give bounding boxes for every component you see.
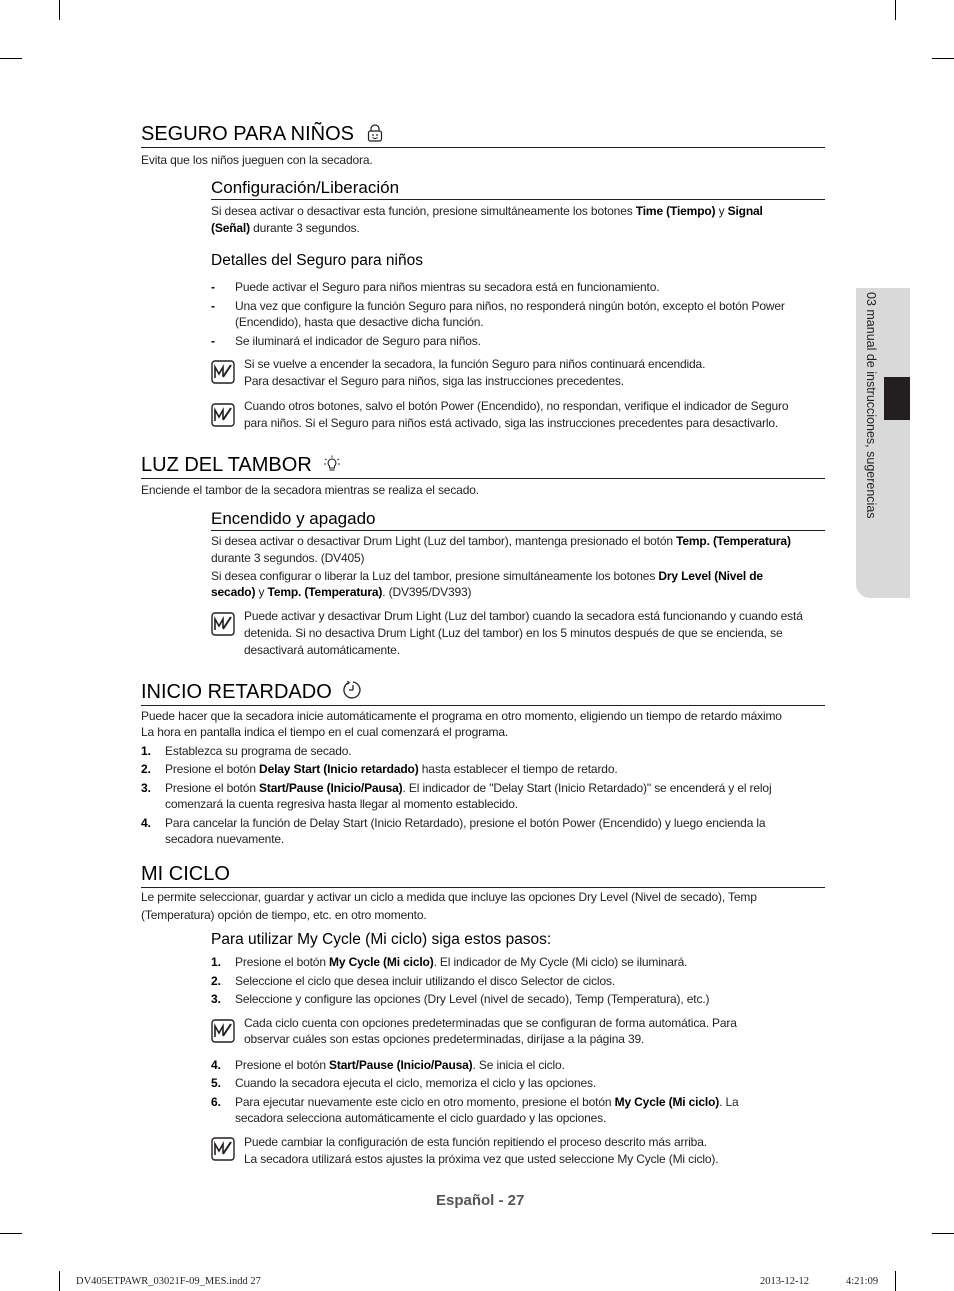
step-number: 5. — [211, 1076, 222, 1090]
step-text: Establezca su programa de secado. — [165, 744, 352, 758]
paragraph: (Señal) durante 3 segundos. — [211, 221, 360, 235]
page-number: Español - 27 — [436, 1192, 525, 1209]
bullet-dash: - — [211, 334, 215, 348]
note-icon — [211, 1019, 235, 1043]
step-number: 6. — [211, 1095, 222, 1109]
step-text: comenzará la cuenta regresiva hasta llegar al momento establecido. — [165, 797, 518, 811]
paragraph: durante 3 segundos. (DV405) — [211, 551, 365, 565]
delay-start-intro: Puede hacer que la secadora inicie automáticamente el programa en otro momento, eligiendo un tiempo de retardo máximo — [141, 709, 782, 723]
step-text: Para ejecutar nuevamente este ciclo en otro momento, presione el botón My Cycle (Mi ciclo). La — [235, 1095, 739, 1109]
note-text: Si se vuelve a encender la secadora, la función Seguro para niños continuará encendida. — [244, 357, 706, 371]
chapter-tab-label: 03 manual de instrucciones, sugerencias — [864, 292, 878, 519]
drum-light-intro: Enciende el tambor de la secadora mientras se realiza el secado. — [141, 483, 479, 497]
section-title-drum-light: LUZ DEL TAMBOR — [141, 453, 825, 479]
clock-icon — [343, 680, 363, 700]
paragraph: Si desea configurar o liberar la Luz del tambor, presione simultáneamente los botones Dry Level (Nivel de — [211, 569, 763, 583]
list-item: Una vez que configure la función Seguro para niños, no responderá ningún botón, excepto el botón Power — [235, 299, 785, 313]
list-item: Se iluminará el indicador de Seguro para niños. — [235, 334, 481, 348]
child-lock-icon — [366, 124, 384, 142]
step-text: secadora selecciona automáticamente el ciclo guardado y las opciones. — [235, 1111, 607, 1125]
delay-start-intro: La hora en pantalla indica el tiempo en el cual comenzará el programa. — [141, 725, 509, 739]
note-icon — [211, 612, 235, 636]
chapter-tab-marker — [884, 377, 910, 420]
note-text: Cada ciclo cuenta con opciones predeterminadas que se configuran de forma automática. Para — [244, 1016, 737, 1030]
note-text: La secadora utilizará estos ajustes la próxima vez que usted seleccione My Cycle (Mi ciclo). — [244, 1152, 719, 1166]
note-text: Puede cambiar la configuración de esta función repitiendo el proceso descrito más arriba. — [244, 1135, 707, 1149]
crop-mark — [0, 1233, 22, 1234]
step-text: Para cancelar la función de Delay Start (Inicio Retardado), presione el botón Power (Encendido) y luego encienda la — [165, 816, 766, 830]
paragraph: secado) y Temp. (Temperatura). (DV395/DV393) — [211, 585, 472, 599]
crop-mark — [59, 1271, 60, 1291]
note-text: Para desactivar el Seguro para niños, siga las instrucciones precedentes. — [244, 374, 624, 388]
crop-mark — [895, 1271, 896, 1291]
crop-mark — [59, 0, 60, 20]
bullet-dash: - — [211, 299, 215, 313]
note-text: para niños. Si el Seguro para niños está activado, siga las instrucciones precedentes para desactivarlo. — [244, 416, 779, 430]
crop-mark — [932, 1233, 954, 1234]
bullet-dash: - — [211, 280, 215, 294]
subsection-title: Para utilizar My Cycle (Mi ciclo) siga estos pasos: — [211, 931, 552, 948]
step-number: 1. — [141, 744, 152, 758]
print-slug-file: DV405ETPAWR_03021F-09_MES.indd 27 — [76, 1276, 261, 1287]
note-text: observar cuáles son estas opciones predeterminadas, diríjase a la página 39. — [244, 1032, 645, 1046]
print-slug-time: 4:21:09 — [846, 1276, 879, 1287]
step-number: 2. — [141, 762, 152, 776]
crop-mark — [895, 0, 896, 20]
note-icon — [211, 403, 235, 427]
step-text: secadora nuevamente. — [165, 832, 285, 846]
section-title-child-lock: SEGURO PARA NIÑOS — [141, 122, 825, 148]
subsection-title: Detalles del Seguro para niños — [211, 252, 423, 269]
step-number: 3. — [141, 781, 152, 795]
print-slug-date: 2013-12-12 — [760, 1276, 809, 1287]
step-number: 4. — [211, 1058, 222, 1072]
section-title-my-cycle: MI CICLO — [141, 862, 825, 888]
step-text: Cuando la secadora ejecuta el ciclo, memoriza el ciclo y las opciones. — [235, 1076, 597, 1090]
step-number: 4. — [141, 816, 152, 830]
crop-mark — [0, 58, 22, 59]
child-lock-intro: Evita que los niños jueguen con la secadora. — [141, 153, 373, 167]
note-icon — [211, 1137, 235, 1161]
drum-light-icon — [323, 455, 341, 473]
note-text: Cuando otros botones, salvo el botón Power (Encendido), no respondan, verifique el indicador de Seguro — [244, 399, 789, 413]
subsection-title: Encendido y apagado — [211, 509, 825, 531]
list-item: (Encendido), hasta que desactive dicha función. — [235, 315, 484, 329]
paragraph: Si desea activar o desactivar Drum Light (Luz del tambor), mantenga presionado el botón Temp. (Temperatura) — [211, 534, 791, 548]
list-item: Puede activar el Seguro para niños mientras su secadora está en funcionamiento. — [235, 280, 660, 294]
step-text: Presione el botón Start/Pause (Inicio/Pausa). El indicador de "Delay Start (Inicio Retardado)" se encenderá y el reloj — [165, 781, 772, 795]
my-cycle-intro: Le permite seleccionar, guardar y activar un ciclo a medida que incluye las opciones Dry Level (Nivel de secado), Temp — [141, 890, 757, 904]
step-number: 1. — [211, 955, 222, 969]
step-number: 3. — [211, 992, 222, 1006]
step-text: Presione el botón My Cycle (Mi ciclo). El indicador de My Cycle (Mi ciclo) se iluminará. — [235, 955, 688, 969]
step-number: 2. — [211, 974, 222, 988]
step-text: Presione el botón Start/Pause (Inicio/Pausa). Se inicia el ciclo. — [235, 1058, 565, 1072]
note-text: Puede activar y desactivar Drum Light (Luz del tambor) cuando la secadora está funcionando y cuando está — [244, 609, 803, 623]
section-title-delay-start: INICIO RETARDADO — [141, 680, 825, 706]
paragraph: Si desea activar o desactivar esta función, presione simultáneamente los botones Time (Tiempo) y Signal — [211, 204, 763, 218]
note-text: detenida. Si no desactiva Drum Light (Luz del tambor) en los 5 minutos después de que se encienda, se — [244, 626, 783, 640]
step-text: Seleccione el ciclo que desea incluir utilizando el disco Selector de ciclos. — [235, 974, 615, 988]
note-text: desactivará automáticamente. — [244, 643, 400, 657]
subsection-title: Configuración/Liberación — [211, 178, 825, 200]
crop-mark — [932, 58, 954, 59]
note-icon — [211, 360, 235, 384]
step-text: Seleccione y configure las opciones (Dry Level (nivel de secado), Temp (Temperatura), etc.) — [235, 992, 710, 1006]
step-text: Presione el botón Delay Start (Inicio retardado) hasta establecer el tiempo de retardo. — [165, 762, 618, 776]
my-cycle-intro: (Temperatura) opción de tiempo, etc. en otro momento. — [141, 908, 427, 922]
